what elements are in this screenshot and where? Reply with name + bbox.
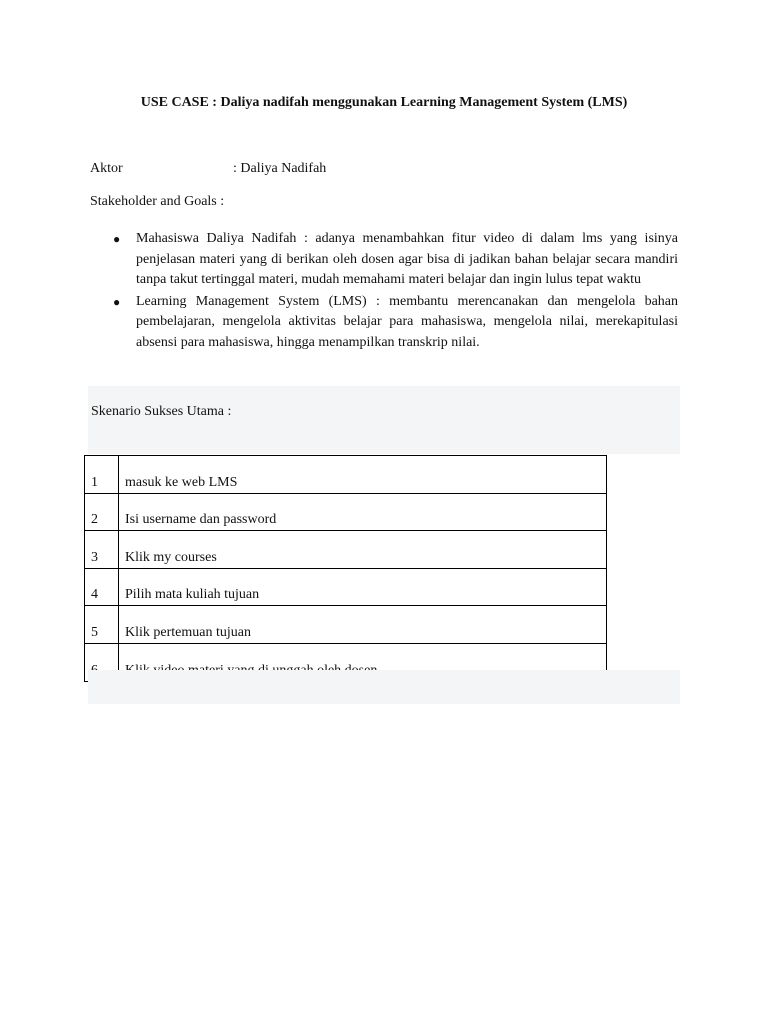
skenario-heading: Skenario Sukses Utama : xyxy=(91,404,232,419)
step-text: Klik my courses xyxy=(119,531,607,569)
table-row xyxy=(85,493,607,531)
step-number: 4 xyxy=(85,568,119,606)
steps-table-container xyxy=(84,455,607,669)
step-text: Isi username dan password xyxy=(119,493,607,531)
bullet-icon: ● xyxy=(113,232,121,246)
table-row xyxy=(85,531,607,569)
steps-table xyxy=(84,455,607,682)
shaded-block-top xyxy=(88,386,680,454)
bullet-icon: ● xyxy=(113,294,121,309)
aktor-label: Aktor xyxy=(90,161,123,176)
table-row xyxy=(85,606,607,644)
step-number: 1 xyxy=(85,456,119,494)
step-number: 3 xyxy=(85,531,119,569)
step-text: Klik pertemuan tujuan xyxy=(119,606,607,644)
goal-item xyxy=(110,292,678,354)
step-number: 5 xyxy=(85,606,119,644)
step-text: Pilih mata kuliah tujuan xyxy=(119,568,607,606)
table-row xyxy=(85,568,607,606)
table-row xyxy=(85,456,607,494)
aktor-value: : Daliya Nadifah xyxy=(233,161,327,176)
goal-text: Mahasiswa Daliya Nadifah : adanya menambahkan fitur video di dalam lms yang isinya penjelasan materi yang di berikan oleh dosen agar bisa di jadikan bahan belajar secara mandiri tanpa takut tertinggal materi, mudah memahami materi belajar dan ingin lulus tepat waktu xyxy=(136,231,678,287)
step-number: 2 xyxy=(85,493,119,531)
goals-list xyxy=(110,229,678,354)
shaded-block-bottom xyxy=(88,670,680,704)
stakeholder-heading: Stakeholder and Goals : xyxy=(90,194,225,209)
goal-text: Learning Management System (LMS) : membantu merencanakan dan mengelola bahan pembelajaran, mengelola aktivitas belajar para mahasiswa, mengelola nilai, merekapitulasi absensi para mahasiswa, hingga menampilkan transkrip nilai. xyxy=(136,293,678,350)
page-title: USE CASE : Daliya nadifah menggunakan Learning Management System (LMS) xyxy=(140,95,628,110)
step-text: masuk ke web LMS xyxy=(119,456,607,494)
goal-item xyxy=(110,229,678,291)
